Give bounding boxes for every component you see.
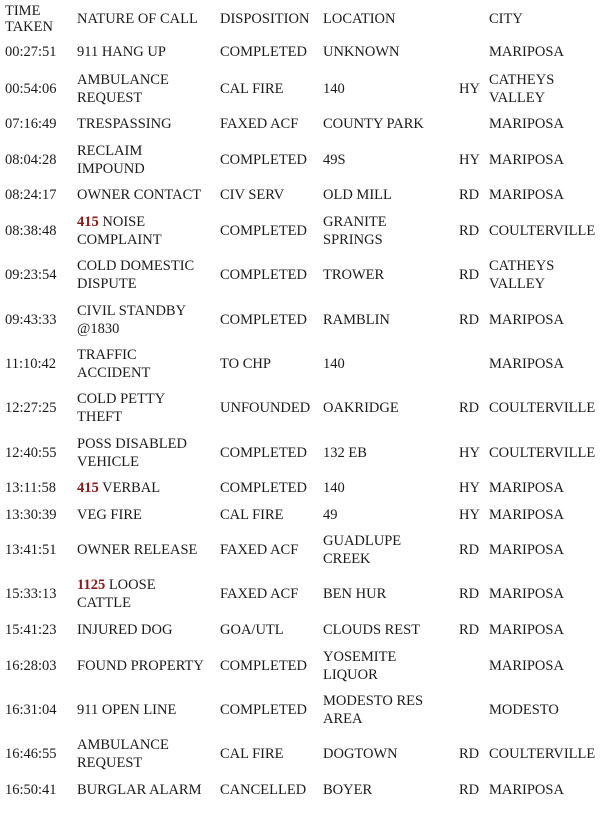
time-taken: [5, 444, 57, 462]
nature-of-call-line: OWNER CONTACT: [77, 187, 202, 203]
city-line: MARIPOSA: [489, 187, 564, 203]
time-taken-line: 12:40:55: [5, 445, 57, 461]
nature-of-call-line: COLD DOMESTIC: [77, 258, 195, 274]
nature-of-call: [77, 186, 201, 204]
disposition-line: COMPLETED: [220, 658, 307, 674]
location: [323, 479, 345, 497]
road-type: [459, 186, 479, 204]
disposition-line: COMPLETED: [220, 267, 307, 283]
nature-of-call-line: VEG FIRE: [77, 507, 142, 523]
road-type-line: HY: [459, 507, 480, 523]
nature-of-call-line: RECLAIM: [77, 143, 143, 159]
city: [489, 222, 595, 240]
table-row: [0, 736, 614, 772]
location-line: AREA: [323, 711, 363, 727]
location-line: SPRINGS: [323, 232, 383, 248]
nature-of-call-line: OWNER RELEASE: [77, 542, 198, 558]
city: [489, 257, 554, 293]
disposition-line: TO CHP: [220, 356, 271, 372]
location-line: OLD MILL: [323, 187, 392, 203]
location-line: OAKRIDGE: [323, 400, 399, 416]
header-city: CITY: [489, 11, 523, 27]
table-row: [0, 576, 614, 612]
location-line: 49: [323, 507, 338, 523]
disposition-line: CIV SERV: [220, 187, 285, 203]
nature-of-call: [77, 701, 176, 719]
location-line: TROWER: [323, 267, 385, 283]
disposition-line: COMPLETED: [220, 223, 307, 239]
location-line: DOGTOWN: [323, 746, 398, 762]
table-row: [0, 257, 614, 293]
table-row: [0, 346, 614, 382]
time-taken-line: 16:28:03: [5, 658, 57, 674]
time-taken: [5, 506, 57, 524]
table-row: [0, 781, 614, 799]
disposition: [220, 222, 307, 240]
city: [489, 745, 595, 763]
header-disposition: DISPOSITION: [220, 11, 310, 27]
time-taken-line: 16:31:04: [5, 702, 57, 718]
road-type: [459, 151, 480, 169]
location-line: 132 EB: [323, 445, 367, 461]
road-type-line: HY: [459, 81, 480, 97]
nature-of-call: [77, 621, 172, 639]
disposition: [220, 506, 284, 524]
road-type: [459, 311, 479, 329]
road-type: [459, 399, 479, 417]
city-line: MARIPOSA: [489, 507, 564, 523]
time-taken-line: 13:30:39: [5, 507, 57, 523]
table-row: [0, 43, 614, 61]
nature-of-call: [77, 736, 169, 772]
location-line: LIQUOR: [323, 667, 378, 683]
city: [489, 781, 564, 799]
time-taken: [5, 701, 57, 719]
road-type-line: RD: [459, 586, 480, 602]
table-row: [0, 506, 614, 524]
disposition-line: CAL FIRE: [220, 746, 284, 762]
nature-of-call-line: DISPUTE: [77, 276, 137, 292]
disposition: [220, 80, 284, 98]
disposition: [220, 621, 284, 639]
disposition: [220, 355, 271, 373]
nature-of-call-line: BURGLAR ALARM: [77, 782, 202, 798]
location: [323, 585, 386, 603]
nature-of-call: [77, 479, 160, 497]
city: [489, 657, 564, 675]
disposition-line: COMPLETED: [220, 445, 307, 461]
disposition: [220, 186, 284, 204]
location: [323, 444, 367, 462]
table-row: [0, 621, 614, 639]
nature-of-call: [77, 657, 204, 675]
penal-code: 415: [77, 480, 99, 496]
city: [489, 444, 595, 462]
city: [489, 355, 564, 373]
table-row: [0, 532, 614, 568]
time-taken-line: 12:27:25: [5, 400, 57, 416]
penal-code: 1125: [77, 577, 106, 593]
city-line: CATHEYS: [489, 258, 555, 274]
location-line: 140: [323, 81, 345, 97]
city-line: COULTERVILLE: [489, 746, 596, 762]
time-taken: [5, 43, 57, 61]
disposition: [220, 657, 307, 675]
city: [489, 151, 564, 169]
road-type: [459, 745, 479, 763]
time-taken: [5, 186, 57, 204]
time-taken: [5, 151, 57, 169]
nature-of-call: [77, 435, 187, 471]
nature-of-call-line: 415 VERBAL: [77, 480, 161, 496]
city-line: MARIPOSA: [489, 356, 564, 372]
location-line: YOSEMITE: [323, 649, 397, 665]
disposition-line: CAL FIRE: [220, 81, 284, 97]
time-taken-line: 00:54:06: [5, 81, 57, 97]
road-type: [459, 266, 479, 284]
disposition-line: COMPLETED: [220, 44, 307, 60]
city: [489, 186, 564, 204]
disposition: [220, 781, 306, 799]
nature-of-call: [77, 257, 194, 293]
city-line: MARIPOSA: [489, 44, 564, 60]
time-taken-line: 08:38:48: [5, 223, 57, 239]
road-type-line: RD: [459, 746, 480, 762]
disposition: [220, 311, 307, 329]
nature-of-call: [77, 213, 162, 249]
disposition-line: UNFOUNDED: [220, 400, 311, 416]
table-row: [0, 115, 614, 133]
city: [489, 585, 564, 603]
nature-of-call-line: ACCIDENT: [77, 365, 151, 381]
time-taken: [5, 222, 57, 240]
road-type-line: HY: [459, 480, 480, 496]
nature-of-call: [77, 506, 142, 524]
time-taken-line: 11:10:42: [5, 356, 57, 372]
nature-of-call-line: COMPLAINT: [77, 232, 162, 248]
disposition-line: GOA/UTL: [220, 622, 284, 638]
time-taken: [5, 479, 56, 497]
location-line: MODESTO RES: [323, 693, 424, 709]
location: [323, 213, 387, 249]
disposition: [220, 701, 307, 719]
location-line: UNKNOWN: [323, 44, 400, 60]
location: [323, 745, 398, 763]
time-taken: [5, 266, 57, 284]
location: [323, 186, 392, 204]
table-row: [0, 213, 614, 249]
disposition-line: COMPLETED: [220, 312, 307, 328]
time-taken-line: 16:46:55: [5, 746, 57, 762]
nature-of-call-line: 911 HANG UP: [77, 44, 166, 60]
time-taken: [5, 399, 57, 417]
road-type: [459, 80, 480, 98]
disposition: [220, 479, 307, 497]
table-row: [0, 390, 614, 426]
city-line: MARIPOSA: [489, 586, 564, 602]
nature-of-call: [77, 115, 172, 133]
nature-of-call-line: REQUEST: [77, 755, 143, 771]
nature-of-call-line: REQUEST: [77, 90, 143, 106]
nature-of-call: [77, 142, 145, 178]
time-taken: [5, 745, 57, 763]
nature-of-call: [77, 541, 197, 559]
time-taken: [5, 311, 57, 329]
disposition: [220, 585, 298, 603]
nature-of-call-line: 911 OPEN LINE: [77, 702, 177, 718]
time-taken: [5, 621, 57, 639]
time-taken: [5, 585, 57, 603]
time-taken: [5, 541, 57, 559]
city-line: MARIPOSA: [489, 622, 564, 638]
road-type: [459, 506, 480, 524]
table-row: [0, 692, 614, 728]
road-type-line: RD: [459, 267, 480, 283]
location: [323, 648, 396, 684]
location: [323, 151, 346, 169]
nature-of-call-line: TRESPASSING: [77, 116, 172, 132]
time-taken-line: 13:41:51: [5, 542, 57, 558]
road-type: [459, 781, 479, 799]
disposition: [220, 43, 307, 61]
disposition: [220, 115, 298, 133]
city: [489, 541, 564, 559]
nature-of-call-line: TRAFFIC: [77, 347, 137, 363]
time-taken-line: 16:50:41: [5, 782, 57, 798]
disposition-line: FAXED ACF: [220, 116, 299, 132]
nature-of-call: [77, 781, 201, 799]
city-line: MARIPOSA: [489, 658, 564, 674]
location: [323, 43, 400, 61]
city: [489, 701, 559, 719]
nature-of-call-line: FOUND PROPERTY: [77, 658, 204, 674]
location: [323, 506, 338, 524]
header-time-taken: [5, 3, 53, 35]
location-line: COUNTY PARK: [323, 116, 424, 132]
nature-of-call-line: AMBULANCE: [77, 737, 169, 753]
disposition: [220, 745, 284, 763]
location-line: CLOUDS REST: [323, 622, 421, 638]
location-line: GUADLUPE: [323, 533, 402, 549]
road-type-line: RD: [459, 400, 480, 416]
nature-of-call: [77, 576, 156, 612]
nature-of-call-line: INJURED DOG: [77, 622, 173, 638]
time-taken-line: 13:11:58: [5, 480, 57, 496]
table-row: [0, 142, 614, 178]
disposition: [220, 444, 307, 462]
time-taken-line: 15:41:23: [5, 622, 57, 638]
nature-of-call-line: 1125 LOOSE: [77, 577, 156, 593]
city-line: MODESTO: [489, 702, 559, 718]
location: [323, 621, 420, 639]
road-type-line: HY: [459, 445, 480, 461]
location-line: BOYER: [323, 782, 373, 798]
city: [489, 479, 564, 497]
location: [323, 399, 399, 417]
road-type: [459, 479, 480, 497]
location: [323, 311, 390, 329]
time-taken: [5, 781, 57, 799]
nature-of-call-line: 415 NOISE: [77, 214, 146, 230]
nature-of-call: [77, 346, 150, 382]
header-time-line: TIME: [5, 3, 41, 19]
nature-of-call-line: CATTLE: [77, 595, 131, 611]
road-type-line: RD: [459, 187, 480, 203]
location-line: 140: [323, 480, 345, 496]
city-line: MARIPOSA: [489, 782, 564, 798]
nature-of-call: [77, 390, 165, 426]
table-row: [0, 186, 614, 204]
disposition-line: CAL FIRE: [220, 507, 284, 523]
city-line: VALLEY: [489, 90, 546, 106]
disposition-line: COMPLETED: [220, 702, 307, 718]
time-taken-line: 09:23:54: [5, 267, 57, 283]
city-line: COULTERVILLE: [489, 223, 596, 239]
time-taken-line: 09:43:33: [5, 312, 57, 328]
time-taken: [5, 657, 57, 675]
disposition: [220, 266, 307, 284]
city-line: MARIPOSA: [489, 116, 564, 132]
nature-of-call-line: CIVIL STANDBY: [77, 303, 187, 319]
city-line: COULTERVILLE: [489, 445, 596, 461]
road-type-line: RD: [459, 223, 480, 239]
disposition: [220, 541, 298, 559]
location: [323, 80, 345, 98]
city-line: MARIPOSA: [489, 152, 564, 168]
time-taken: [5, 355, 56, 373]
time-taken: [5, 80, 57, 98]
city: [489, 621, 564, 639]
city-line: CATHEYS: [489, 72, 555, 88]
city: [489, 115, 564, 133]
nature-of-call-line: COLD PETTY: [77, 391, 166, 407]
road-type: [459, 541, 479, 559]
nature-of-call: [77, 43, 166, 61]
location: [323, 781, 372, 799]
city: [489, 311, 564, 329]
location: [323, 355, 345, 373]
header-location: LOCATION: [323, 11, 396, 27]
road-type-line: RD: [459, 312, 480, 328]
city: [489, 71, 554, 107]
time-taken-line: 15:33:13: [5, 586, 57, 602]
table-row: [0, 71, 614, 107]
table-row: [0, 435, 614, 471]
location: [323, 266, 384, 284]
location: [323, 115, 424, 133]
location-line: BEN HUR: [323, 586, 387, 602]
city-line: MARIPOSA: [489, 542, 564, 558]
road-type: [459, 444, 480, 462]
disposition-line: FAXED ACF: [220, 586, 299, 602]
location-line: GRANITE: [323, 214, 387, 230]
location: [323, 692, 423, 728]
nature-of-call: [77, 302, 186, 338]
nature-of-call-line: @1830: [77, 321, 120, 337]
header-nature-of-call: NATURE OF CALL: [77, 11, 198, 27]
time-taken-line: 08:04:28: [5, 152, 57, 168]
city: [489, 399, 595, 417]
road-type-line: RD: [459, 782, 480, 798]
city-line: VALLEY: [489, 276, 546, 292]
disposition-line: FAXED ACF: [220, 542, 299, 558]
location-line: RAMBLIN: [323, 312, 390, 328]
road-type: [459, 585, 479, 603]
city-line: COULTERVILLE: [489, 400, 596, 416]
table-row: [0, 479, 614, 497]
nature-of-call-line: AMBULANCE: [77, 72, 169, 88]
time-taken-line: 00:27:51: [5, 44, 57, 60]
road-type: [459, 621, 479, 639]
location: [323, 532, 401, 568]
table-row: [0, 648, 614, 684]
nature-of-call-line: POSS DISABLED: [77, 436, 187, 452]
disposition-line: COMPLETED: [220, 480, 307, 496]
city: [489, 43, 564, 61]
disposition: [220, 399, 310, 417]
city: [489, 506, 564, 524]
penal-code: 415: [77, 214, 99, 230]
city-line: MARIPOSA: [489, 480, 564, 496]
disposition-line: CANCELLED: [220, 782, 307, 798]
nature-of-call: [77, 71, 169, 107]
location-line: 49S: [323, 152, 346, 168]
disposition-line: COMPLETED: [220, 152, 307, 168]
road-type: [459, 222, 479, 240]
disposition: [220, 151, 307, 169]
table-row: [0, 302, 614, 338]
header-taken-line: TAKEN: [5, 19, 53, 35]
nature-of-call-line: THEFT: [77, 409, 123, 425]
road-type-line: RD: [459, 542, 480, 558]
nature-of-call-line: VEHICLE: [77, 454, 140, 470]
nature-of-call-line: IMPOUND: [77, 161, 145, 177]
city-line: MARIPOSA: [489, 312, 564, 328]
location-line: CREEK: [323, 551, 371, 567]
road-type-line: HY: [459, 152, 480, 168]
time-taken: [5, 115, 57, 133]
location-line: 140: [323, 356, 345, 372]
time-taken-line: 07:16:49: [5, 116, 57, 132]
time-taken-line: 08:24:17: [5, 187, 57, 203]
road-type-line: RD: [459, 622, 480, 638]
